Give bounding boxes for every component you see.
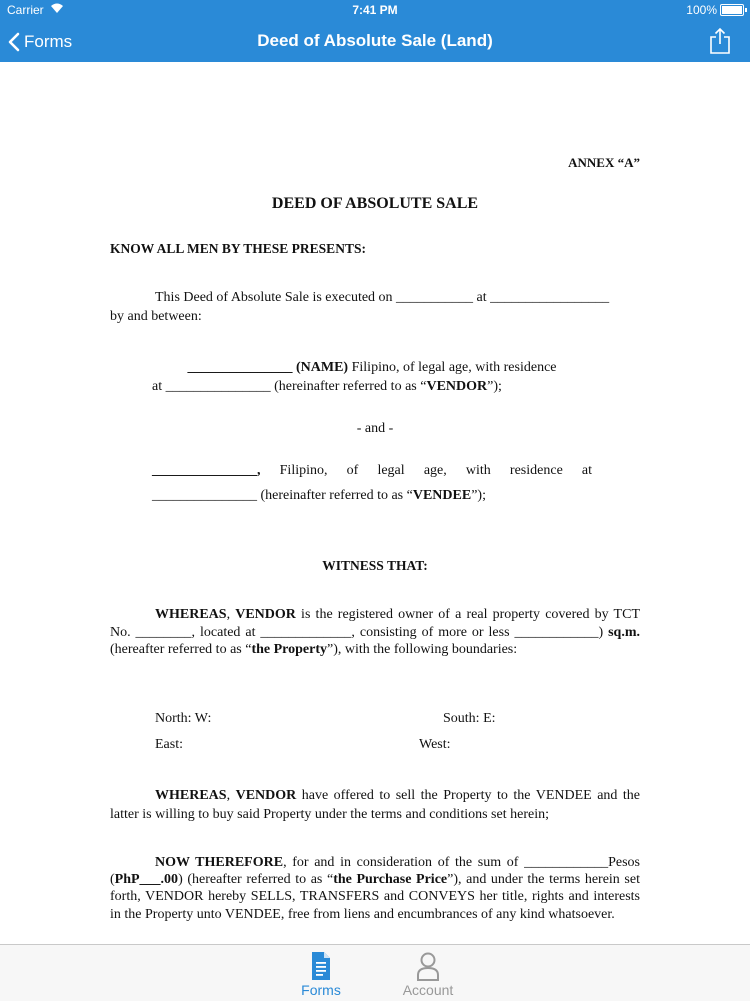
tab-forms-label: Forms (301, 982, 341, 998)
whereas-text-b: (hereafter referred to as “ (110, 642, 252, 657)
back-button-label: Forms (24, 32, 73, 51)
vendee-blank: _______________, (152, 463, 261, 478)
vendor-end: ”); (487, 379, 502, 394)
boundary-south: South: E: (443, 711, 496, 726)
now-text-a: , for and in consideration of the sum of ____________Pesos ( (110, 855, 640, 888)
php-amount: PhP___.00 (114, 872, 179, 888)
vendee-end: ”); (471, 488, 486, 503)
battery-percent: 100% (686, 3, 717, 17)
tab-account-label: Account (402, 982, 454, 998)
vendee-text-2: _______________ (hereinafter referred to as “ (152, 488, 413, 503)
navigation-header (0, 0, 750, 62)
vendee-word: age, (423, 463, 447, 478)
status-time: 7:41 PM (352, 3, 398, 17)
execution-line-2: by and between: (110, 309, 202, 324)
vendee-word: of (346, 463, 359, 478)
whereas-text-a: is the registered owner of a real property covered by TCT No. ________, located at _____________, consisting of more or less ____________) (110, 607, 640, 640)
tab-bar (0, 944, 750, 1001)
vendor-label: VENDOR (235, 788, 297, 803)
vendee-line-1 (152, 461, 592, 480)
boundary-west: West: (419, 737, 451, 752)
battery-icon (720, 4, 744, 16)
execution-paragraph (110, 288, 640, 326)
vendor-text-1: Filipino, of legal age, with residence (348, 360, 557, 375)
whereas-offer-paragraph: WHEREAS, VENDOR have offered to sell the Property to the VENDEE and the latter is willing to buy said Property under the terms and conditions set herein; (110, 788, 641, 822)
carrier-label: Carrier (7, 3, 44, 17)
whereas-property-paragraph: WHEREAS, VENDOR is the registered owner of a real property covered by TCT No. ________, located at _____________, consisting of more or less ____________) sq.m. (hereafter referred to as “the Property”), with the following boundaries: (110, 607, 640, 657)
now-text-c: ”), and under the terms herein set forth, VENDOR hereby SELLS, TRANSFERS and CONVEYS her title, rights and interests in the Property unto VENDEE, free from liens and encumbrances of any kind whatsoever. (110, 872, 640, 922)
boundary-north: North: W: (155, 711, 212, 726)
whereas-text-c: ”), with the following boundaries: (327, 642, 518, 657)
execution-line-1: This Deed of Absolute Sale is executed on ___________ at _________________ (155, 290, 610, 305)
status-bar (0, 0, 750, 20)
annex-label: ANNEX “A” (568, 155, 640, 170)
whereas2-text: have offered to sell the Property to the VENDEE and the latter is willing to buy said Property under the terms and conditions set herein; (110, 788, 641, 822)
document-title: DEED OF ABSOLUTE SALE (271, 195, 479, 212)
now-therefore-label: NOW THEREFORE (155, 855, 284, 870)
know-all-heading: KNOW ALL MEN BY THESE PRESENTS: (110, 241, 366, 256)
vendor-label: VENDOR (235, 607, 296, 622)
vendor-blank: _______________ (187, 360, 293, 375)
vendor-role: VENDOR (426, 379, 488, 394)
purchase-price-label: the Purchase Price (333, 872, 448, 888)
vendee-role: VENDEE (412, 488, 472, 503)
vendee-word: with (465, 463, 491, 478)
page-title: Deed of Absolute Sale (Land) (257, 31, 493, 50)
document-page (110, 62, 640, 944)
person-icon (416, 951, 440, 981)
whereas-label: WHEREAS (155, 607, 227, 622)
whereas-label: WHEREAS (155, 788, 227, 803)
now-therefore-paragraph (110, 854, 640, 923)
tab-forms[interactable] (281, 949, 361, 999)
document-icon (309, 951, 333, 981)
boundary-east: East: (155, 737, 183, 752)
vendor-text-2: at _______________ (hereinafter referred to as “ (152, 379, 427, 394)
vendor-paragraph (152, 358, 592, 396)
vendee-word: Filipino, (279, 463, 328, 478)
vendee-word: residence (509, 463, 563, 478)
witness-heading: WITNESS THAT: (322, 558, 428, 573)
now-text-b: ) (hereafter referred to as “ (178, 872, 334, 888)
vendor-name-label: (NAME) (296, 360, 349, 375)
vendee-line-2 (152, 486, 486, 505)
vendee-word: legal (377, 463, 405, 478)
vendee-word: at (581, 463, 593, 478)
sqm-label: sq.m. (608, 624, 640, 640)
share-icon[interactable] (708, 27, 732, 55)
the-property-label: the Property (251, 642, 328, 657)
tab-account[interactable] (388, 949, 468, 999)
and-separator: - and - (356, 421, 394, 436)
